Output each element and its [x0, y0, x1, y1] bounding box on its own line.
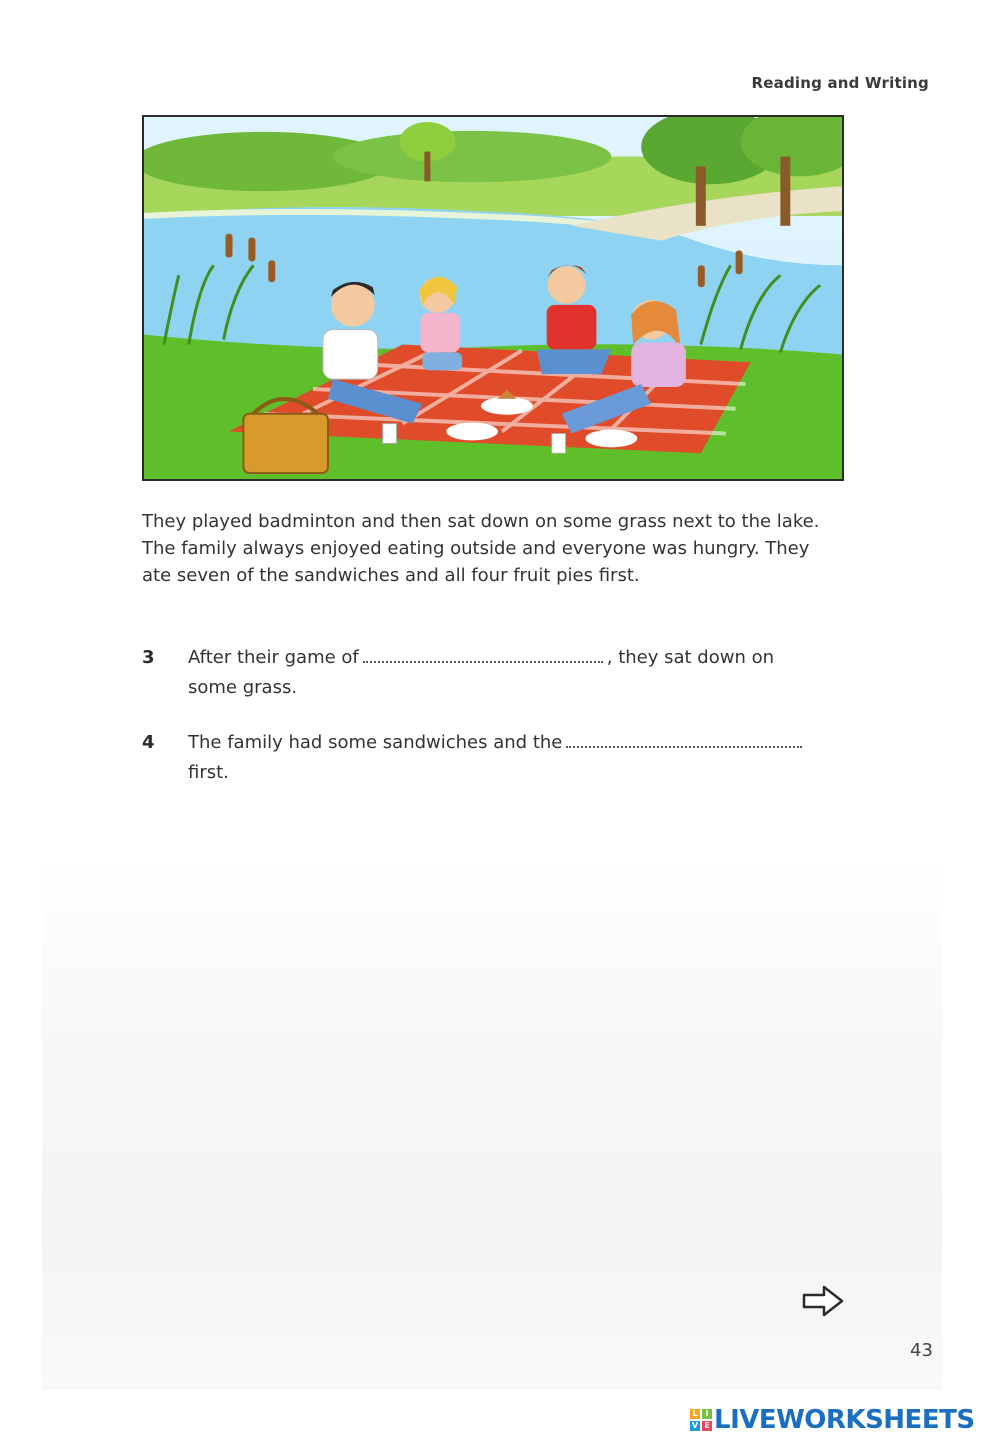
logo-tile: V [691, 1421, 699, 1430]
question-prompt: After their game of [188, 647, 359, 668]
picnic-basket [243, 414, 328, 473]
plate-2 [446, 423, 498, 441]
small-tree-trunk [424, 152, 430, 182]
passage-line: The family always enjoyed eating outside and everyone was hungry. They [142, 538, 810, 559]
plate-3 [585, 430, 637, 448]
logo-tile: L [690, 1409, 700, 1419]
far-bushes-2 [333, 131, 611, 182]
question-text [188, 728, 828, 788]
arrow-right-icon[interactable] [802, 1284, 846, 1318]
tree-trunk [696, 166, 706, 225]
girl-figure [419, 277, 462, 370]
section-header: Reading and Writing [751, 74, 929, 92]
question-3 [142, 643, 842, 703]
cup-2 [552, 434, 566, 454]
question-text [188, 643, 828, 703]
brand-text: LIVEWORKSHEETS [714, 1405, 975, 1435]
liveworksheets-logo-icon [690, 1409, 712, 1431]
page-number: 43 [910, 1340, 933, 1361]
cup [383, 424, 397, 444]
answer-blank[interactable] [566, 728, 802, 748]
question-prompt: The family had some sandwiches and the [188, 732, 563, 753]
question-number: 4 [142, 732, 155, 753]
question-number: 3 [142, 647, 155, 668]
reading-passage [142, 508, 842, 589]
passage-line: ate seven of the sandwiches and all four fruit pies first. [142, 565, 640, 586]
question-continuation: some grass. [188, 677, 298, 698]
picnic-illustration [142, 115, 844, 481]
logo-tile: I [702, 1409, 712, 1419]
liveworksheets-logo [690, 1403, 975, 1437]
question-4 [142, 728, 842, 788]
plate [481, 397, 533, 415]
tree-trunk-2 [780, 157, 790, 226]
picnic-illustration-icon [144, 117, 842, 479]
question-prompt-after: , they sat down on [606, 647, 775, 668]
logo-tile: E [702, 1421, 712, 1431]
answer-blank[interactable] [363, 643, 603, 663]
question-continuation: first. [188, 762, 229, 783]
passage-line: They played badminton and then sat down on some grass next to the lake. [142, 511, 820, 532]
